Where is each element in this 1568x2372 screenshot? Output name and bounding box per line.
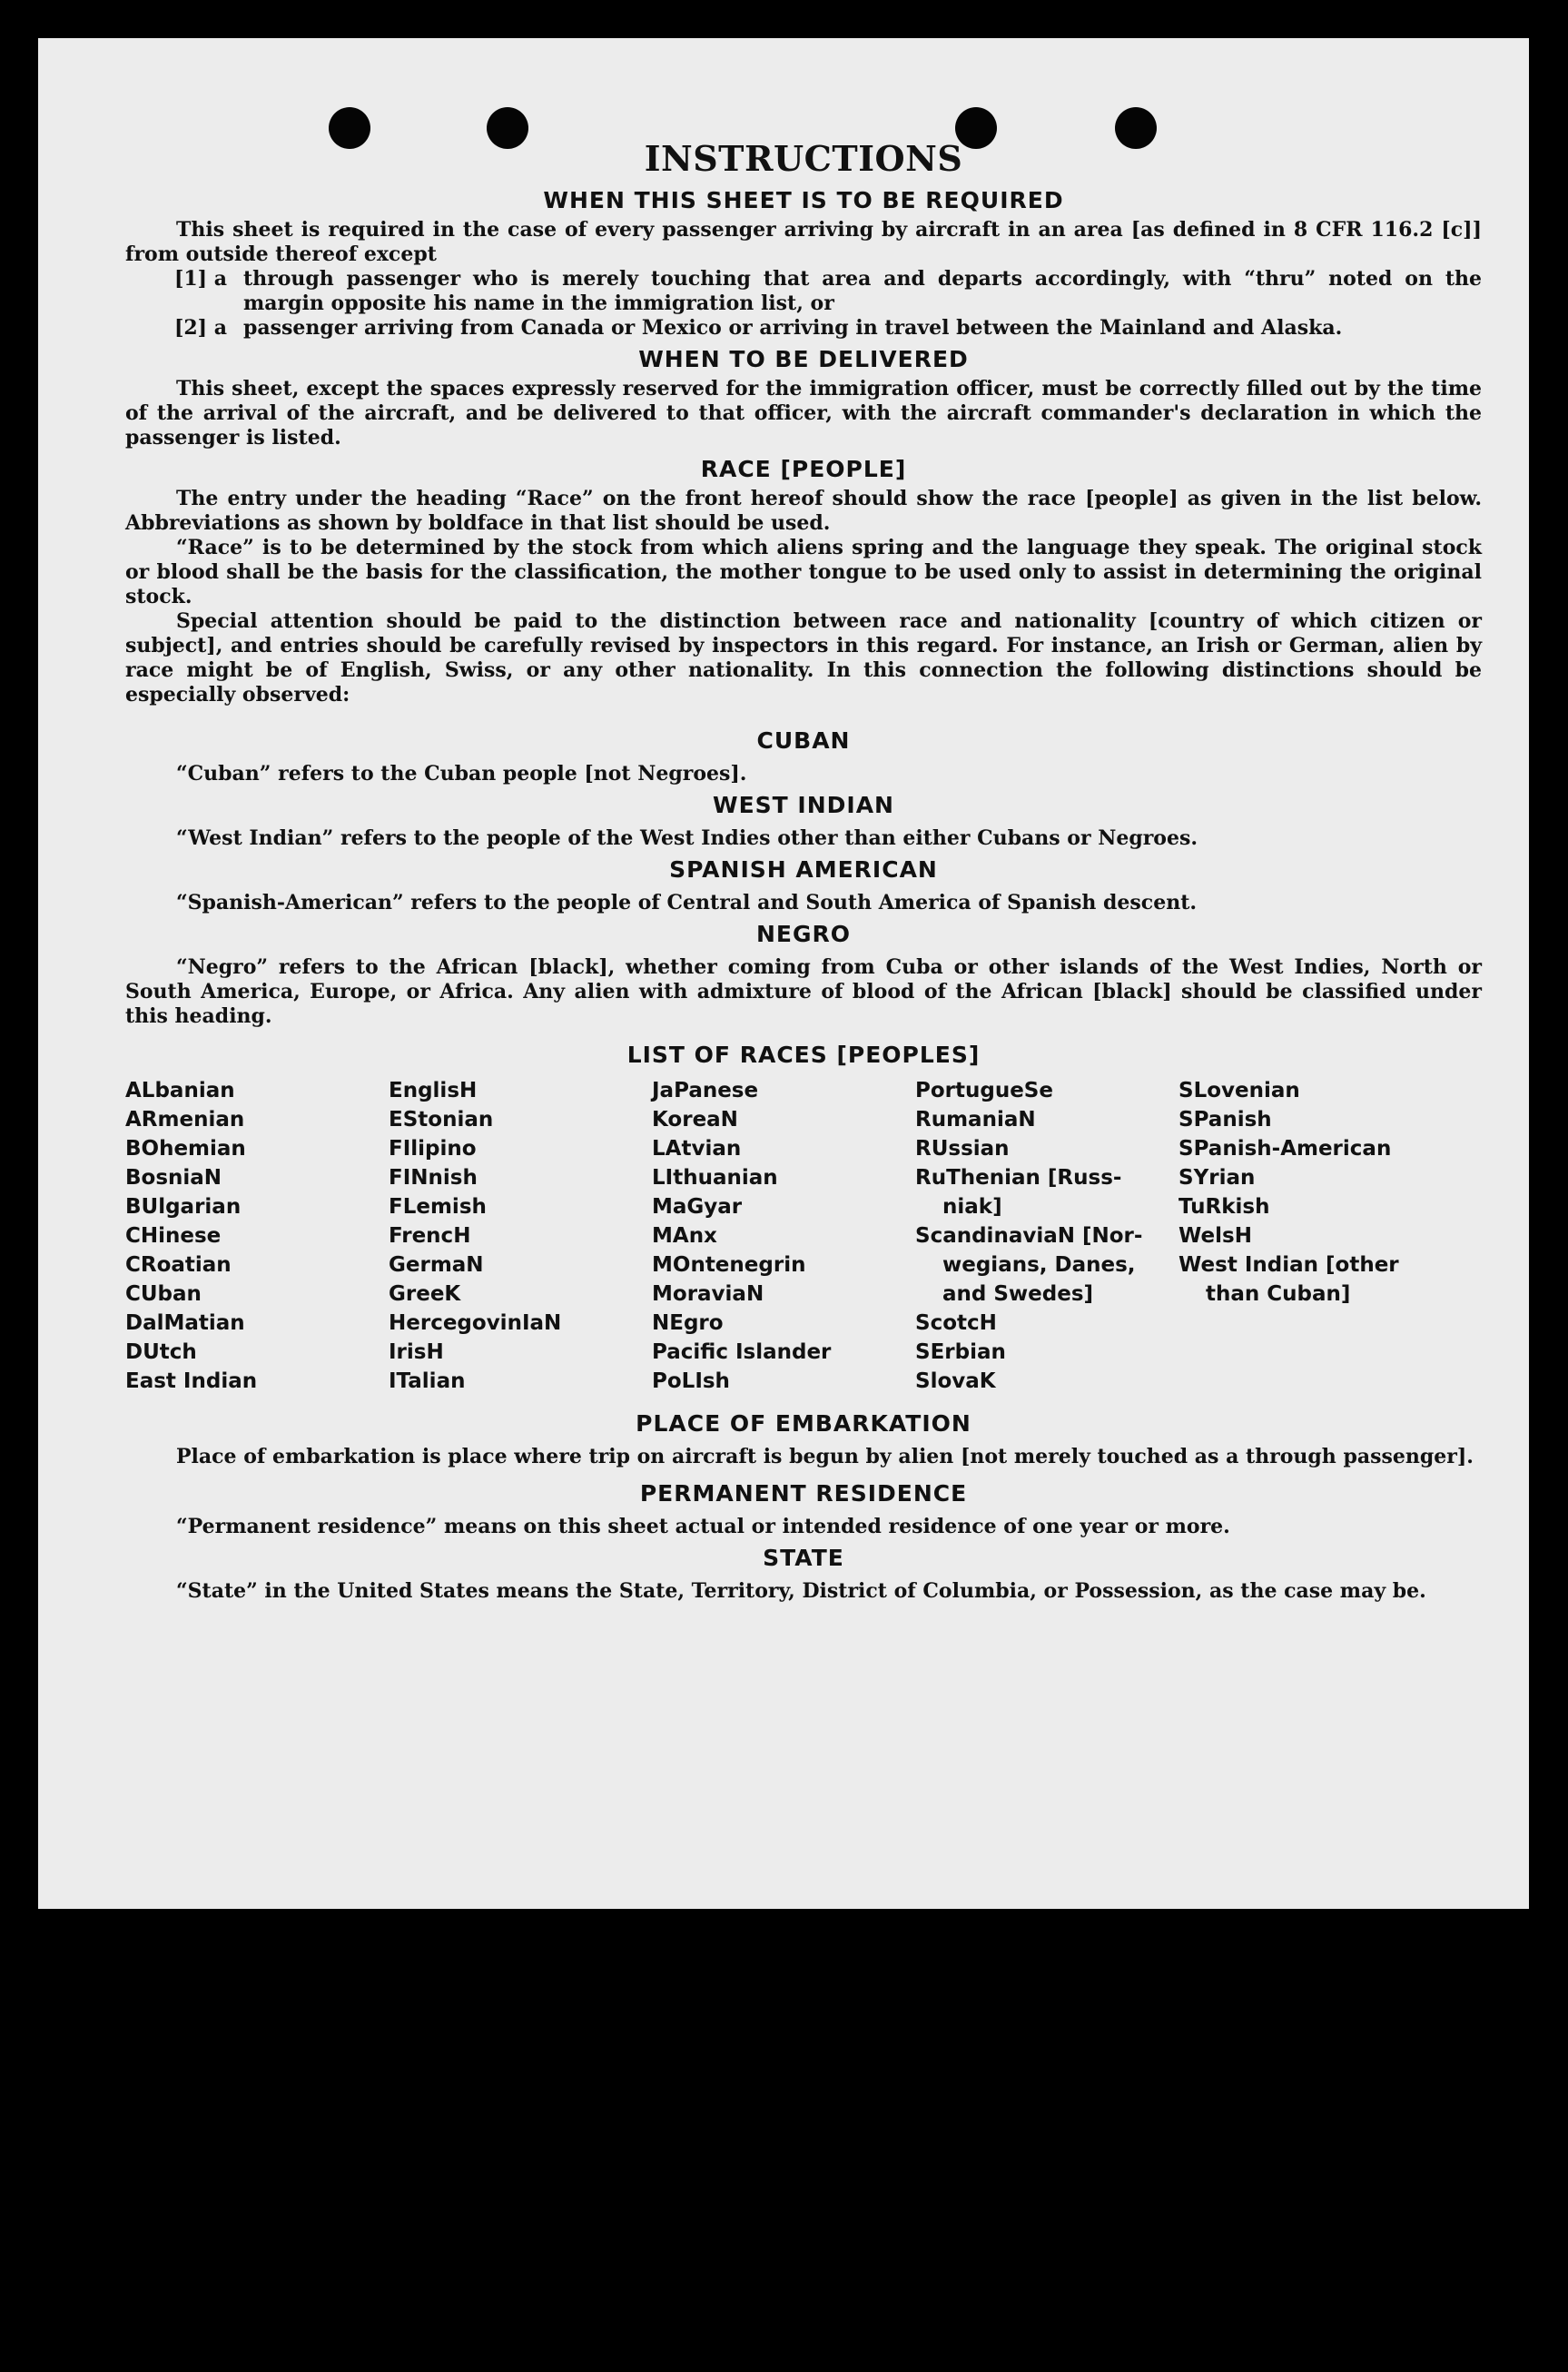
race-entry: ALbanian bbox=[125, 1079, 235, 1102]
race-entry: SErbian bbox=[915, 1340, 1006, 1364]
section-heading-negro: NEGRO bbox=[755, 921, 852, 947]
cuban-text: “Cuban” refers to the Cuban people [not Negroes]. bbox=[176, 762, 747, 786]
race-entry: SYrian bbox=[1178, 1166, 1256, 1190]
race-entry: Pacific Islander bbox=[652, 1340, 832, 1364]
race-entry: ARmenian bbox=[125, 1108, 245, 1132]
section-heading-races: LIST OF RACES [PEOPLES] bbox=[626, 1042, 981, 1068]
section-heading-spanish-american: SPANISH AMERICAN bbox=[669, 856, 938, 883]
section-heading-state: STATE bbox=[763, 1545, 844, 1571]
race-entry: TuRkish bbox=[1178, 1195, 1270, 1219]
section-heading-west-indian: WEST INDIAN bbox=[713, 792, 894, 818]
delivered-text: This sheet, except the spaces expressly reserved for the immigration officer, must be correctly filled out by the time of the arrival of the aircraft, and be delivered to that officer, with the aircraft commander's declaration in which the passenger is listed. bbox=[125, 377, 1482, 450]
race-entry: SPanish bbox=[1178, 1108, 1272, 1132]
spanish-american-text: “Spanish-American” refers to the people of Central and South America of Spanish descent. bbox=[176, 891, 1198, 914]
section-heading-race: RACE [PEOPLE] bbox=[700, 456, 907, 482]
race-entry: RUssian bbox=[915, 1137, 1010, 1161]
race-entry: LIthuanian bbox=[652, 1166, 778, 1190]
races-column bbox=[652, 1076, 915, 1396]
race-entry: GermaN bbox=[389, 1253, 484, 1277]
race-entry: West Indian [other bbox=[1178, 1253, 1399, 1277]
required-intro: This sheet is required in the case of every passenger arriving by aircraft in an area [as defined in 8 CFR 116.2 [c]] from outside thereof except bbox=[125, 218, 1482, 266]
race-entry: FLemish bbox=[389, 1195, 487, 1219]
race-entry: MoraviaN bbox=[652, 1282, 764, 1306]
races-column bbox=[915, 1076, 1178, 1396]
race-entry: EnglisH bbox=[389, 1079, 478, 1102]
race-entry: SPanish-American bbox=[1178, 1137, 1392, 1161]
race-entry: KoreaN bbox=[652, 1108, 738, 1132]
race-entry: niak] bbox=[942, 1195, 1002, 1219]
race-entry: BosniaN bbox=[125, 1166, 222, 1190]
race-entry: wegians, Danes, bbox=[942, 1253, 1136, 1277]
race-entry: ScandinaviaN [Nor- bbox=[915, 1224, 1143, 1248]
race-entry: BUlgarian bbox=[125, 1195, 242, 1219]
race-entry: PoLIsh bbox=[652, 1369, 730, 1393]
embarkation-text: Place of embarkation is place where trip on aircraft is begun by alien [not merely touched as a through passenger]. bbox=[176, 1445, 1474, 1468]
negro-text: “Negro” refers to the African [black], whether coming from Cuba or other islands of the West Indies, North or South America, Europe, or Africa. Any alien with admixture of blood of the African [black] should be classified under this heading. bbox=[125, 955, 1482, 1028]
race-entry: MaGyar bbox=[652, 1195, 743, 1219]
race-entry: ITalian bbox=[389, 1369, 466, 1393]
race-entry: SlovaK bbox=[915, 1369, 996, 1393]
race-entry: MAnx bbox=[652, 1224, 717, 1248]
race-entry: SLovenian bbox=[1178, 1079, 1300, 1102]
race-paragraph: The entry under the heading “Race” on the front hereof should show the race [people] as given in the list below. Abbreviations as shown by boldface in that list should be used. bbox=[125, 487, 1482, 535]
race-entry: LAtvian bbox=[652, 1137, 742, 1161]
page-title: INSTRUCTIONS bbox=[644, 138, 963, 179]
exception-text: through passenger who is merely touching that area and departs accordingly, with “thru” noted on the margin opposite his name in the immigration list, or bbox=[243, 267, 1482, 315]
section-heading-embarkation: PLACE OF EMBARKATION bbox=[636, 1410, 971, 1437]
race-entry: DalMatian bbox=[125, 1311, 245, 1335]
races-column bbox=[125, 1076, 389, 1396]
races-column bbox=[1178, 1076, 1451, 1396]
residence-text: “Permanent residence” means on this sheet actual or intended residence of one year or more. bbox=[176, 1515, 1230, 1538]
document-sheet bbox=[38, 38, 1529, 1909]
document-content bbox=[125, 136, 1482, 1604]
races-column bbox=[389, 1076, 652, 1396]
west-indian-text: “West Indian” refers to the people of the West Indies other than either Cubans or Negroes. bbox=[176, 826, 1198, 850]
race-entry: East Indian bbox=[125, 1369, 258, 1393]
race-entry: CRoatian bbox=[125, 1253, 232, 1277]
race-paragraph: Special attention should be paid to the distinction between race and nationality [country of which citizen or subject], and entries should be carefully revised by inspectors in this regard. For instance, an Irish or German, alien by race might be of English, Swiss, or any other nationality. In this connection the following distinctions should be especially observed: bbox=[125, 609, 1482, 707]
section-heading-residence: PERMANENT RESIDENCE bbox=[639, 1480, 968, 1507]
race-entry: EStonian bbox=[389, 1108, 494, 1132]
section-heading-cuban: CUBAN bbox=[756, 727, 851, 754]
race-entry: GreeK bbox=[389, 1282, 461, 1306]
race-entry: RuThenian [Russ- bbox=[915, 1166, 1122, 1190]
exception-item bbox=[125, 267, 1482, 316]
section-heading-delivered: WHEN TO BE DELIVERED bbox=[638, 346, 969, 372]
race-entry: than Cuban] bbox=[1206, 1282, 1351, 1306]
race-paragraph: “Race” is to be determined by the stock from which aliens spring and the language they speak. The original stock or blood shall be the basis for the classification, the mother tongue to be used only to assist in determining the original stock. bbox=[125, 536, 1482, 608]
race-entry: DUtch bbox=[125, 1340, 197, 1364]
state-text: “State” in the United States means the State, Territory, District of Columbia, or Possession, as the case may be. bbox=[176, 1579, 1426, 1603]
exception-item bbox=[125, 316, 1482, 341]
races-list bbox=[125, 1076, 1482, 1396]
race-entry: and Swedes] bbox=[942, 1282, 1094, 1306]
race-entry: HercegovinIaN bbox=[389, 1311, 562, 1335]
exception-number: [2] a bbox=[173, 316, 227, 340]
race-entry: JaPanese bbox=[652, 1079, 759, 1102]
race-entry: PortugueSe bbox=[915, 1079, 1053, 1102]
race-entry: CHinese bbox=[125, 1224, 222, 1248]
exception-text: passenger arriving from Canada or Mexico or arriving in travel between the Mainland and Alaska. bbox=[243, 316, 1343, 340]
race-entry: RumaniaN bbox=[915, 1108, 1036, 1132]
race-entry: IrisH bbox=[389, 1340, 444, 1364]
race-entry: FrencH bbox=[389, 1224, 471, 1248]
section-heading-required: WHEN THIS SHEET IS TO BE REQUIRED bbox=[543, 187, 1064, 213]
race-entry: CUban bbox=[125, 1282, 202, 1306]
race-entry: ScotcH bbox=[915, 1311, 997, 1335]
race-entry: FIlipino bbox=[389, 1137, 477, 1161]
race-entry: WelsH bbox=[1178, 1224, 1252, 1248]
race-entry: BOhemian bbox=[125, 1137, 246, 1161]
race-entry: MOntenegrin bbox=[652, 1253, 806, 1277]
race-entry: NEgro bbox=[652, 1311, 724, 1335]
exception-number: [1] a bbox=[173, 267, 227, 291]
race-entry: FINnish bbox=[389, 1166, 478, 1190]
